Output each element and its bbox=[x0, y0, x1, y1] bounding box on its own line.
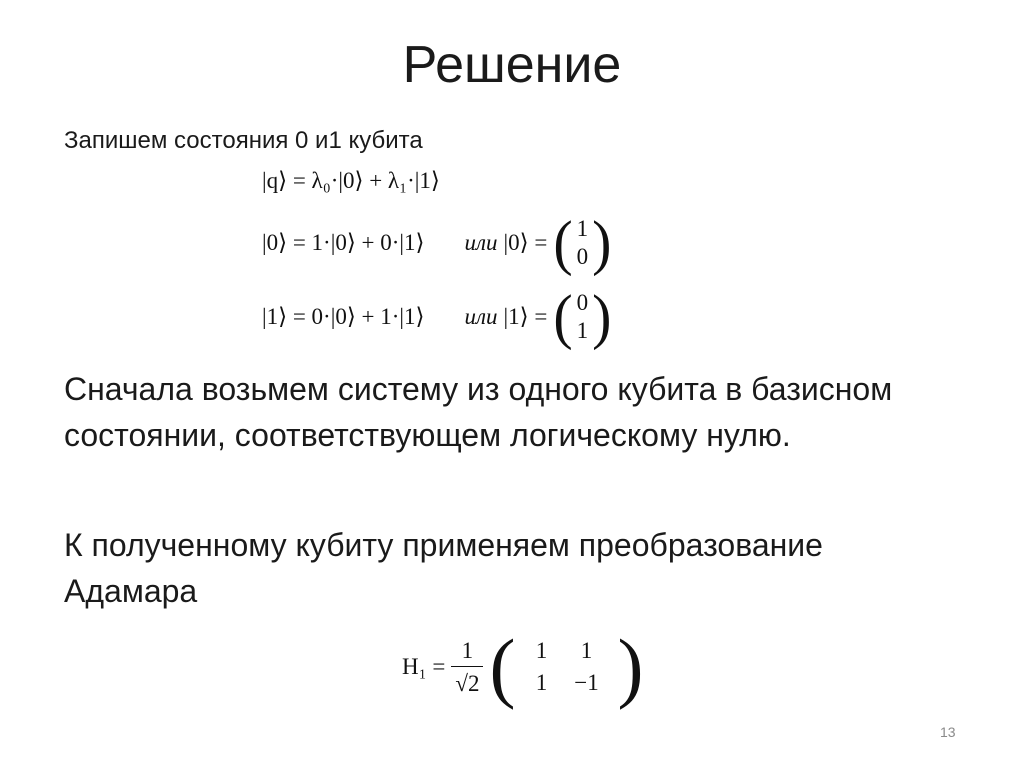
matrix-cell: 1 bbox=[535, 638, 548, 663]
one-vector-top: 0 bbox=[576, 290, 589, 315]
zero-column-vector: ( 1 0 ) bbox=[553, 208, 612, 277]
formula-qubit-state bbox=[262, 168, 440, 194]
hadamard-formula: H₁ = $\frac{1}{√2}$ ( 1 1 1 −1 ) bbox=[402, 623, 644, 710]
formula-zero-word: или bbox=[464, 230, 498, 255]
formula-zero-state bbox=[262, 208, 612, 277]
formula-zero-expansion: |0⟩ = 1·|0⟩ + 0·|1⟩ bbox=[262, 230, 425, 255]
paragraph-basis-state: Сначала возьмем систему из одного кубита в базисном состоянии, соответствующем логическому нулю. bbox=[64, 371, 893, 453]
matrix-cell: 1 bbox=[580, 638, 593, 663]
formula-one-word: или bbox=[464, 304, 498, 329]
zero-vector-top: 1 bbox=[576, 216, 589, 241]
hadamard-denominator: √2 bbox=[451, 666, 483, 699]
page-number: 13 bbox=[940, 724, 956, 740]
formula-one-expansion: |1⟩ = 0·|0⟩ + 1·|1⟩ bbox=[262, 304, 425, 329]
paragraph-hadamard: К полученному кубиту применяем преобразование Адамара bbox=[64, 527, 823, 609]
slide-title: Решение bbox=[402, 36, 622, 94]
hadamard-numerator: 1 bbox=[461, 637, 474, 663]
formula-one-state bbox=[262, 282, 612, 351]
one-column-vector: ( 0 1 ) bbox=[553, 282, 612, 351]
formula-qubit-state-text: |q⟩ = λ₀·|0⟩ + λ₁·|1⟩ bbox=[262, 168, 440, 193]
zero-vector-bottom: 0 bbox=[576, 244, 589, 269]
hadamard-fraction bbox=[451, 636, 483, 699]
hadamard-lhs: H₁ = bbox=[402, 654, 446, 679]
one-vector-bottom: 1 bbox=[576, 318, 589, 343]
hadamard-matrix bbox=[521, 636, 611, 698]
matrix-cell: 1 bbox=[535, 670, 548, 695]
matrix-cell: −1 bbox=[574, 670, 599, 695]
intro-text: Запишем состояния 0 и1 кубита bbox=[64, 127, 423, 154]
formula-one-ket: |1⟩ = bbox=[503, 304, 548, 329]
formula-zero-ket: |0⟩ = bbox=[503, 230, 548, 255]
